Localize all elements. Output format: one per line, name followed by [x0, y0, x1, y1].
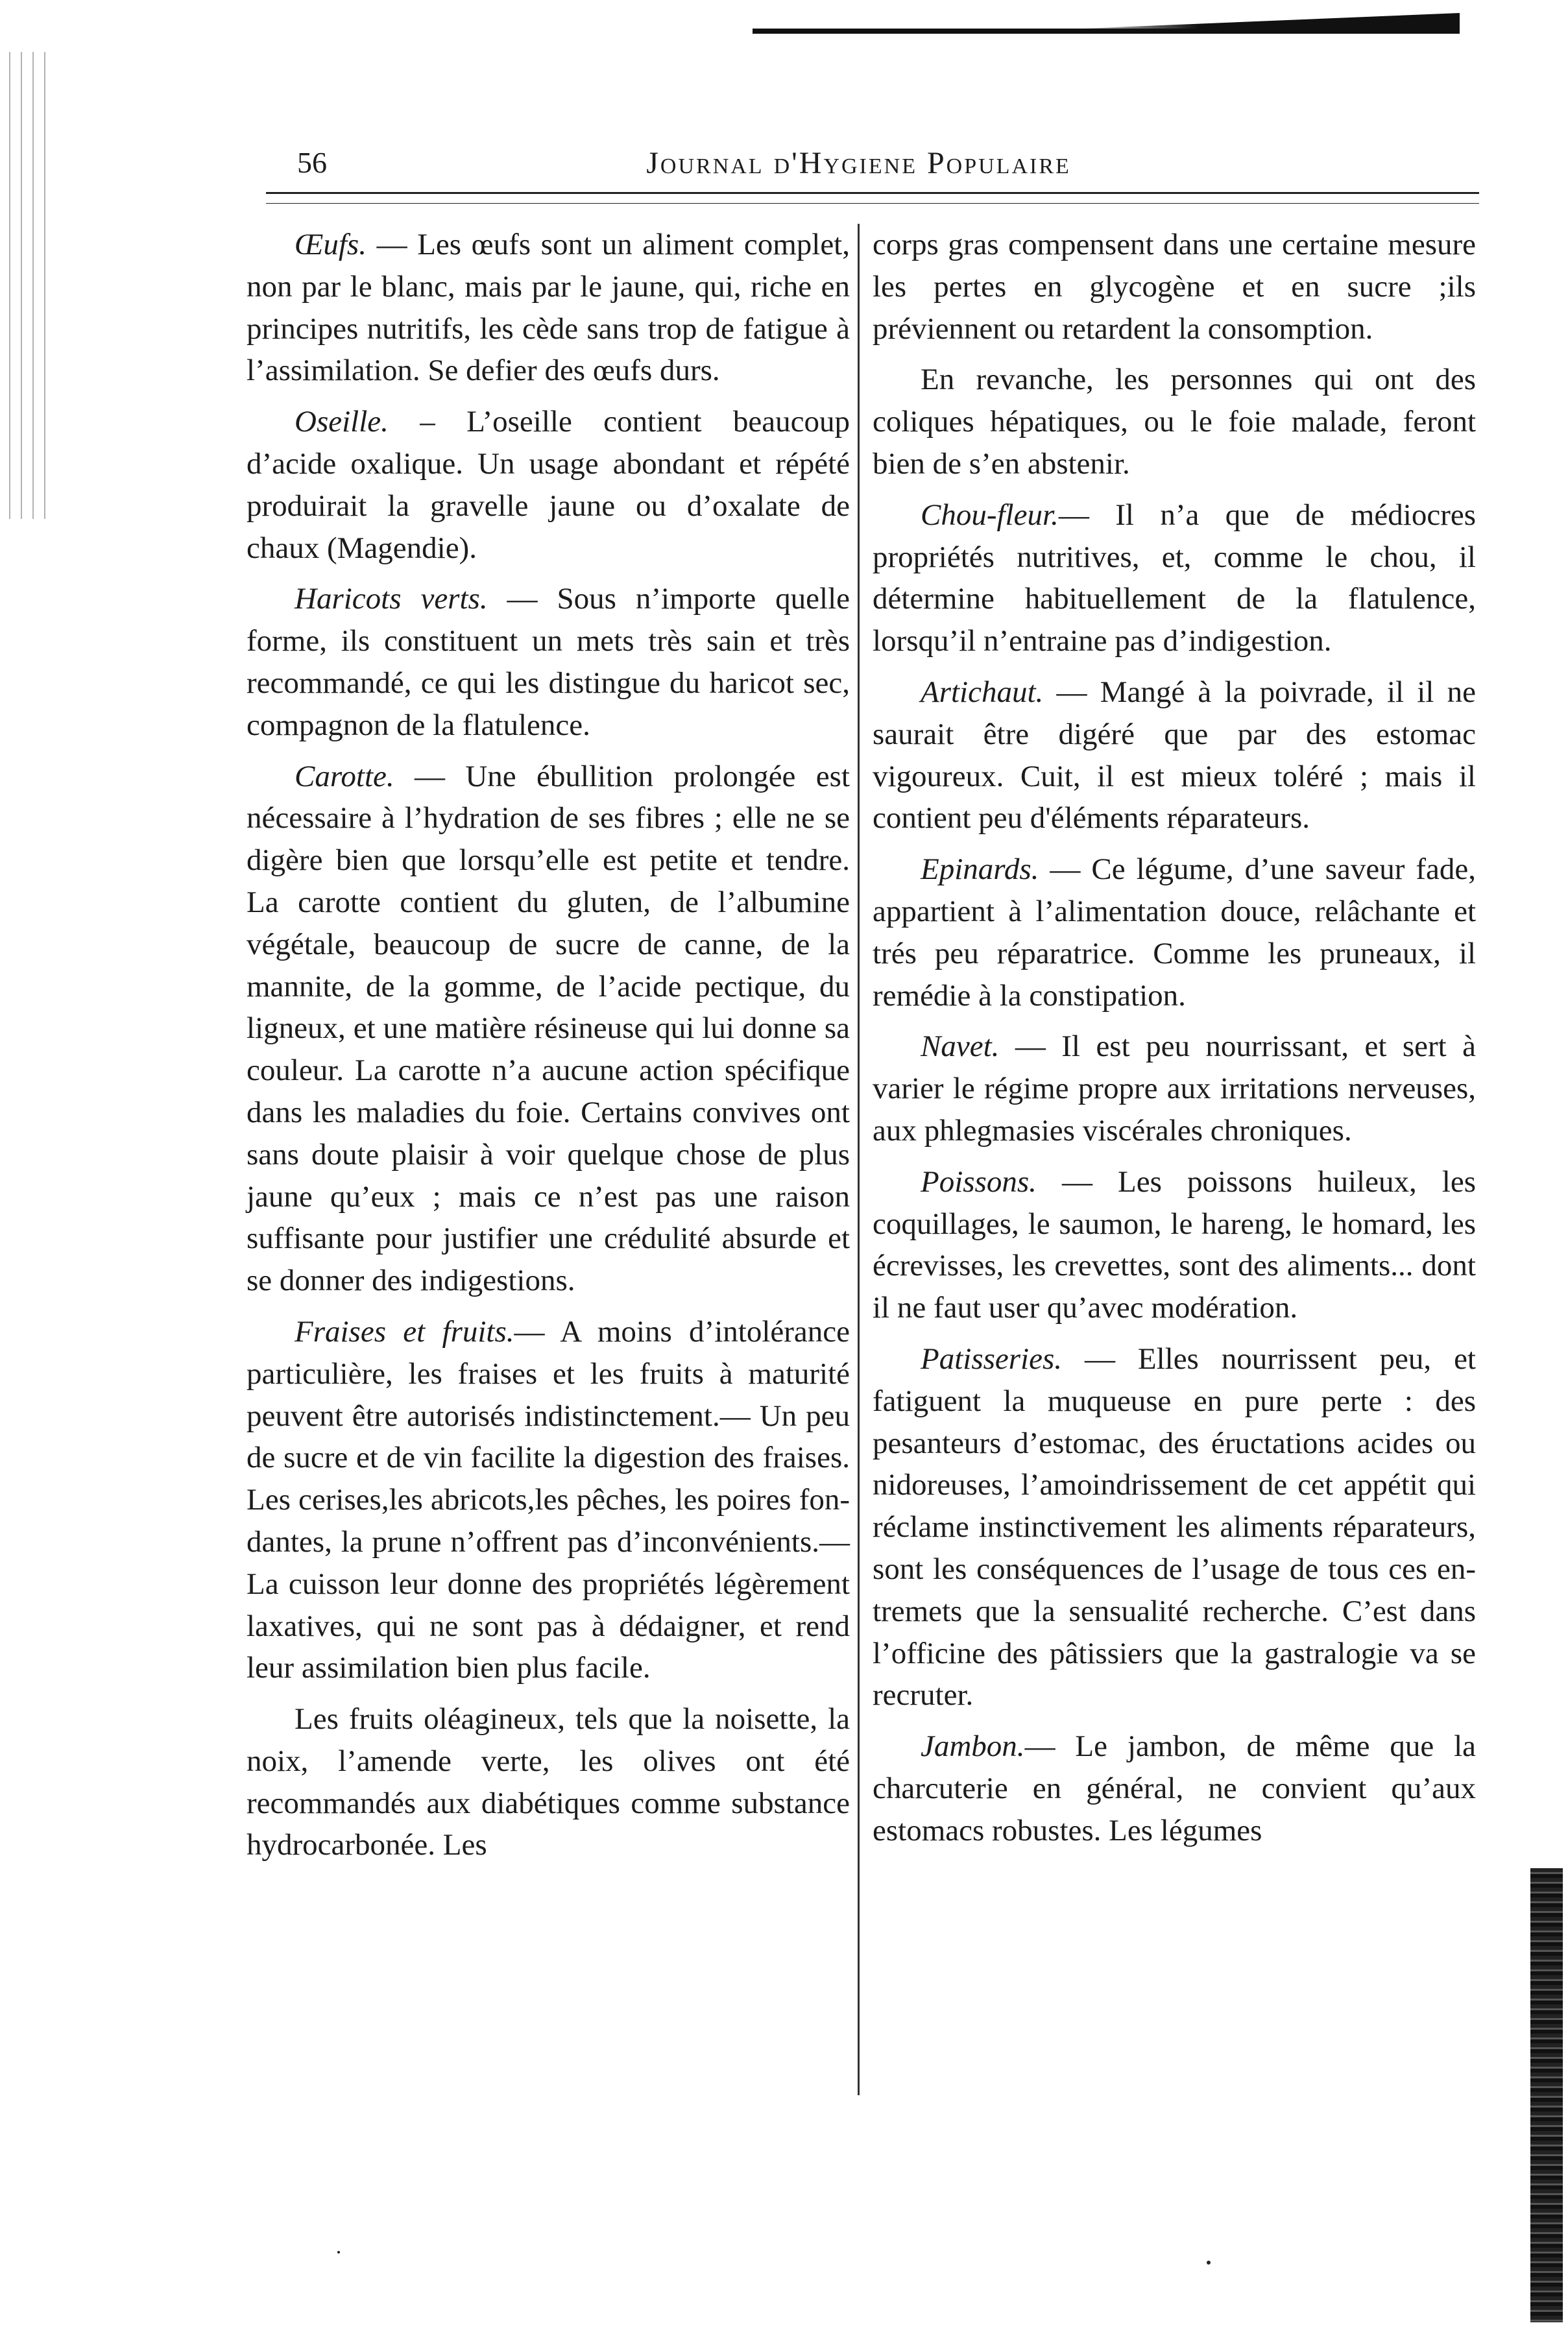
- paragraph: [873, 671, 1476, 839]
- paragraph: [247, 1311, 850, 1689]
- entry-term: Artichaut.: [921, 675, 1044, 709]
- paragraph: [873, 1161, 1476, 1329]
- entry-term: Epinards.: [921, 852, 1039, 887]
- paragraph: [873, 224, 1476, 350]
- paragraph: [247, 1698, 850, 1866]
- ink-speck: [337, 2251, 340, 2254]
- paragraph: [873, 1725, 1476, 1851]
- paragraph: [247, 224, 850, 392]
- entry-text: — A moins d’intolérance particulière, les fraises et les fruits à maturité peuvent être autorisés indistinctement.— Un peu de sucre et de vin facilite la digestion des fraises. Les cerises,les abricots,les pêches, les poires fondantes, la prune n’offrent pas d’inconvénients.— La cuisson leur donne des propriétés légèrement laxatives, qui ne sont pas à dédaigner, et rend leur assimilation bien plus facile.: [247, 1314, 850, 1685]
- top-edge-rule: [753, 13, 1460, 34]
- ink-speck: [1207, 2261, 1211, 2265]
- entry-term: Haricots verts.: [295, 582, 488, 616]
- entry-term: Carotte.: [295, 759, 394, 793]
- entry-text: — Le jambon, de même que la charcuterie en général, ne convient qu’aux estomacs robustes. Les légumes: [873, 1729, 1476, 1847]
- paragraph: [247, 756, 850, 1302]
- paragraph: [873, 494, 1476, 662]
- entry-text: — Ce légume, d’une saveur fade, appartient à l’alimentation douce, relâchante et trés peu réparatrice. Comme les pruneaux, il remédie à la constipation.: [873, 852, 1476, 1013]
- paragraph: [873, 1026, 1476, 1151]
- entry-term: Fraises et fruits.: [295, 1314, 514, 1349]
- entry-text: — Elles nourrissent peu, et fatiguent la muqueuse en pure perte : des pesanteurs d’estomac, des éructations acides ou nidoreuses, l’amoindrissement de cet appétit qui réclame instinctivement les aliments réparateurs, sont les conséquences de l’usage de tous ces entremets que la sensualité recherche. C’est dans l’officine des pâtissiers que la gastralogie va se recruter.: [873, 1341, 1476, 1713]
- right-column: [873, 224, 1476, 1860]
- entry-text: – L’oseille contient beaucoup d’acide oxalique. Un usage abondant et répété produirait la gravelle jaune ou d’oxalate de chaux (Magendie).: [247, 405, 850, 565]
- paragraph: [873, 1338, 1476, 1716]
- binding-shadow-right: [1530, 1868, 1563, 2322]
- paragraph: [873, 848, 1476, 1016]
- entry-text: — Les poissons huileux, les coquillages, le saumon, le hareng, le homard, les écrevisses, les crevettes, sont des aliments... dont il ne faut user qu’avec modération.: [873, 1164, 1476, 1325]
- paragraph: [247, 578, 850, 746]
- running-title: Journal d'Hygiene Populaire: [646, 146, 1071, 180]
- entry-text: corps gras compensent dans une certaine mesure les pertes en glycogène et en sucre ;ils préviennent ou retardent la consomption.: [873, 228, 1476, 346]
- entry-term: Œufs.: [295, 228, 367, 261]
- entry-term: Jambon.: [921, 1729, 1025, 1764]
- column-divider: [858, 224, 860, 2095]
- entry-text: — Sous n’importe quelle forme, ils constituent un mets très sain et très recommandé, ce qui les distingue du haricot sec, compagnon de la flatulence.: [247, 582, 850, 742]
- entry-term: Chou-fleur.: [921, 498, 1059, 532]
- entry-text: — Mangé à la poivrade, il il ne saurait être digéré que par des estomac vigoureux. Cuit, il est mieux toléré ; mais il contient peu d'éléments réparateurs.: [873, 675, 1476, 835]
- entry-text: — Les œufs sont un aliment complet, non par le blanc, mais par le jaune, qui, riche en principes nutritifs, les cède sans trop de fatigue à l’assimilation. Se defier des œufs durs.: [247, 228, 850, 388]
- binding-shadow-left: [5, 52, 51, 519]
- paragraph: [873, 359, 1476, 485]
- paragraph: [247, 401, 850, 569]
- entry-term: Patisseries.: [921, 1341, 1063, 1376]
- page-header: [247, 136, 1471, 188]
- entry-text: — Une ébullition prolongée est nécessaire à l’hydration de ses fibres ; elle ne se digère bien que lorsqu’elle est petite et tendre. La carotte contient du gluten, de l’albumine végétale, beaucoup de sucre de canne, de la mannite, de la gomme, de l’acide pectique, du ligneux, et une matière résineuse qui lui donne sa couleur. La carotte n’a aucune action spécifique dans les maladies du foie. Certains convives ont sans doute plaisir à voir quelque chose de plus jaune qu’eux ; mais ce n’est pas une raison suffisante pour justifier une crédulité absurde et se donner des indigestions.: [247, 759, 850, 1298]
- header-rule: [266, 192, 1479, 204]
- left-column: [247, 224, 850, 1875]
- entry-text: — Il est peu nourrissant, et sert à varier le régime propre aux irritations nerveuses, aux phlegmasies viscérales chroniques.: [873, 1029, 1476, 1148]
- entry-text: — Il n’a que de médiocres propriétés nutritives, et, comme le chou, il détermine habituellement de la flatulence, lorsqu’il n’entraine pas d’indigestion.: [873, 498, 1476, 658]
- entry-text: En revanche, les personnes qui ont des coliques hépatiques, ou le foie malade, feront bien de s’en abstenir.: [873, 363, 1476, 481]
- entry-text: Les fruits oléagineux, tels que la noisette, la noix, l’amende verte, les olives ont été recommandés aux diabétiques comme substance hydrocarbonée. Les: [247, 1702, 850, 1862]
- entry-term: Poissons.: [921, 1164, 1037, 1199]
- entry-term: Navet.: [921, 1029, 1000, 1064]
- entry-term: Oseille.: [295, 405, 389, 439]
- page-number: 56: [297, 146, 327, 179]
